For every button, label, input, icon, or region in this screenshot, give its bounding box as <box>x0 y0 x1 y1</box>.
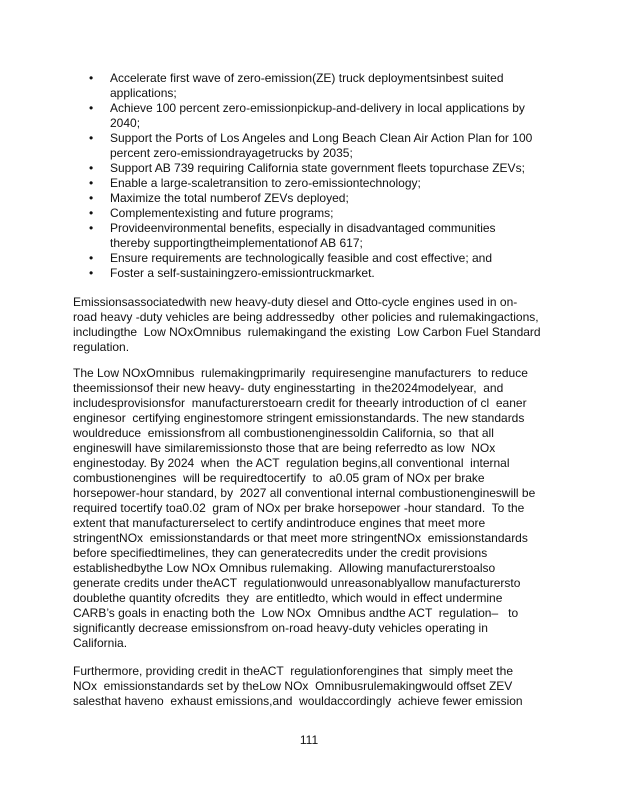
bullet-icon: • <box>89 101 94 115</box>
paragraph-line: includingthe Low NOxOmnibus rulemakingand the existing Low Carbon Fuel Standard <box>73 325 541 339</box>
bullet-item <box>0 161 618 176</box>
paragraph-line: horsepower-hour standard, by 2027 all conventional internal combustionengineswill be <box>73 486 536 500</box>
paragraph-line: combustionengines will be requiredtocertify to a0.05 gram of NOx per brake <box>73 471 485 485</box>
bullet-icon: • <box>89 131 94 145</box>
page-number: 111 <box>299 733 319 747</box>
bullet-icon: • <box>89 266 94 280</box>
paragraph-line: theemissionsof their new heavy- duty enginesstarting in the2024modelyear, and <box>73 381 504 395</box>
bullet-text-line: Ensure requirements are technologically feasible and cost effective; and <box>110 251 493 265</box>
paragraph-line: significantly decrease emissionsfrom on-road heavy-duty vehicles operating in <box>73 621 488 635</box>
bullet-text-line: applications; <box>110 86 177 100</box>
paragraph-line: NOx emissionstandards set by theLow NOx Omnibusrulemakingwould offset ZEV <box>73 679 513 693</box>
bullet-text-line: Enable a large-scaletransition to zero-emissiontechnology; <box>110 176 421 190</box>
bullet-text-line: Achieve 100 percent zero-emissionpickup-and-delivery in local applications by <box>110 101 525 115</box>
bullet-text-line: thereby supportingtheimplementationof AB 617; <box>110 236 363 250</box>
bullet-text-line: Support AB 739 requiring California state government fleets topurchase ZEVs; <box>110 161 525 175</box>
paragraph-line: enginestoday. By 2024 when the ACT regulation begins,all conventional internal <box>73 456 510 470</box>
bullet-text-line: percent zero-emissiondrayagetrucks by 2035; <box>110 146 353 160</box>
paragraph-line: wouldreduce emissionsfrom all combustionenginessoldin California, so that all <box>73 426 494 440</box>
paragraph-line: regulation. <box>73 340 130 354</box>
bullet-text-line: Provideenvironmental benefits, especially in disadvantaged communities <box>110 221 496 235</box>
bullet-item <box>0 71 618 101</box>
bullet-text-line: Foster a self-sustainingzero-emissiontruckmarket. <box>110 266 375 280</box>
paragraph-line: CARB’s goals in enacting both the Low NOx Omnibus andthe ACT regulation– to <box>73 606 519 620</box>
paragraph-line: road heavy -duty vehicles are being addressedby other policies and rulemakingactions, <box>73 310 539 324</box>
bullet-icon: • <box>89 206 94 220</box>
bullet-icon: • <box>89 191 94 205</box>
paragraph-line: required tocertify toa0.02 gram of NOx per brake horsepower -hour standard. To the <box>73 501 525 515</box>
bullet-item <box>0 176 618 191</box>
bullet-icon: • <box>89 161 94 175</box>
paragraph-line: generate credits under theACT regulationwould unreasonablyallow manufacturersto <box>73 576 521 590</box>
bullet-item <box>0 251 618 266</box>
paragraph-line: stringentNOx emissionstandards or that meet more stringentNOx emissionstandards <box>73 531 528 545</box>
bullet-text-line: Maximize the total numberof ZEVs deployed; <box>110 191 349 205</box>
paragraph-emissions-addressed <box>73 295 541 355</box>
paragraph-line: salesthat haveno exhaust emissions,and wouldaccordingly achieve fewer emission <box>73 694 523 708</box>
bullet-text-line: Support the Ports of Los Angeles and Long Beach Clean Air Action Plan for 100 <box>110 131 533 145</box>
bullet-text-line: Complementexisting and future programs; <box>110 206 334 220</box>
bullet-item <box>0 101 618 131</box>
paragraph-line: extent that manufacturerselect to certify andintroduce engines that meet more <box>73 516 486 530</box>
bullet-icon: • <box>89 176 94 190</box>
bullet-item <box>0 206 618 221</box>
paragraph-line: includesprovisionsfor manufacturerstoearn credit for theearly introduction of cl eaner <box>73 396 527 410</box>
paragraph-line: doublethe quantity ofcredits they are entitledto, which would in effect undermine <box>73 591 503 605</box>
bullet-text-line: 2040; <box>110 116 141 130</box>
paragraph-furthermore <box>73 664 523 709</box>
bullet-text-line: Accelerate first wave of zero-emission(ZE) truck deploymentsinbest suited <box>110 71 504 85</box>
bullet-item <box>0 131 618 161</box>
bullet-item <box>0 266 618 281</box>
paragraph-line: Emissionsassociatedwith new heavy-duty diesel and Otto-cycle engines used in on- <box>73 295 518 309</box>
paragraph-line: enginesor certifying enginestomore stringent emissionstandards. The new standards <box>73 411 525 425</box>
bullet-item <box>0 191 618 206</box>
paragraph-line: establishedbythe Low NOx Omnibus rulemaking. Allowing manufacturerstoalso <box>73 561 496 575</box>
paragraph-line: before specifiedtimelines, they can generatecredits under the credit provisions <box>73 546 488 560</box>
paragraph-line: engineswill have similaremissionsto those that are being referredto as low NOx <box>73 441 496 455</box>
bullet-item <box>0 221 618 251</box>
bullet-icon: • <box>89 221 94 235</box>
paragraph-low-nox-omnibus <box>73 366 535 651</box>
paragraph-line: California. <box>73 636 128 650</box>
goals-bullet-list <box>0 71 618 281</box>
paragraph-line: Furthermore, providing credit in theACT regulationforengines that simply meet the <box>73 664 513 678</box>
paragraph-line: The Low NOxOmnibus rulemakingprimarily requiresengine manufacturers to reduce <box>73 366 528 380</box>
bullet-icon: • <box>89 251 94 265</box>
bullet-icon: • <box>89 71 94 85</box>
